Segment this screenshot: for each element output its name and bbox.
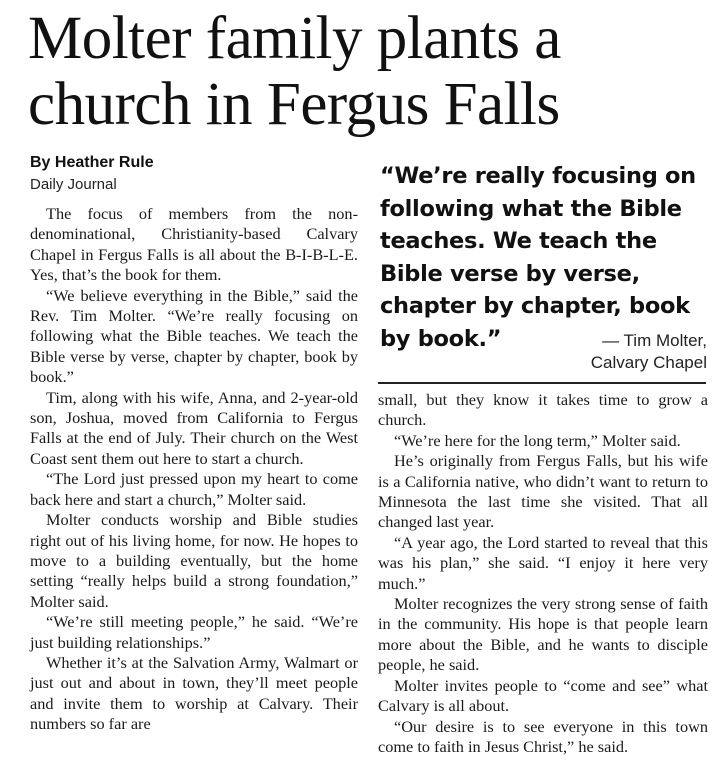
paragraph: The focus of members from the non-denominational, Christianity-based Calvary Chapel in Fergus Falls is all about the B-I-B-L-E. Yes, that’s the book for them. <box>30 204 358 285</box>
paragraph-continuation: small, but they know it takes time to grow a church. <box>378 390 708 430</box>
paragraph: “The Lord just pressed upon my heart to come back here and start a church,” Molter said. <box>30 469 358 509</box>
paragraph: “A year ago, the Lord started to reveal that this was his plan,” she said. “I enjoy it here very much.” <box>378 532 708 593</box>
article-column-left <box>30 204 358 735</box>
paragraph: “Our desire is to see everyone in this town come to faith in Jesus Christ,” he said. <box>378 716 708 756</box>
paragraph: He’s originally from Fergus Falls, but his wife is a California native, who didn’t want to return to Minnesota the last time she visited. That all changed last year. <box>378 451 708 532</box>
source-publication: Daily Journal <box>30 176 117 193</box>
paragraph: Molter recognizes the very strong sense of faith in the community. His hope is that people learn more about the Bible, and he wants to disciple people, he said. <box>378 594 708 675</box>
paragraph: Molter invites people to “come and see” what Calvary is all about. <box>378 675 708 716</box>
pull-quote-attribution-name: — Tim Molter, <box>602 331 707 350</box>
paragraph: “We’re here for the long term,” Molter said. <box>394 430 681 450</box>
pull-quote: “We’re really focusing on following what the Bible teaches. We teach the Bible verse by verse, chapter by chapter, book by book.” <box>380 163 696 352</box>
byline: By Heather Rule <box>30 154 154 171</box>
paragraph: “We’re still meeting people,” he said. “We’re just building relationships.” <box>30 612 358 652</box>
divider-rule <box>378 382 706 384</box>
paragraph: Molter conducts worship and Bible studies right out of his living home, for now. He hopes to move to a building eventually, but the home setting “really helps build a strong foundation,” Molter said. <box>30 510 358 611</box>
article-column-right <box>378 390 708 757</box>
pull-quote-attribution-org: Calvary Chapel <box>590 353 707 372</box>
paragraph: Whether it’s at the Salvation Army, Walmart or just out and about in town, they’ll meet people and invite them to worship at Calvary. Their numbers so far are <box>30 652 358 734</box>
paragraph: Tim, along with his wife, Anna, and 2-year-old son, Joshua, moved from California to Fergus Falls at the end of July. Their church on the West Coast sent them out here to start a church. <box>30 387 358 468</box>
paragraph: “We believe everything in the Bible,” said the Rev. Tim Molter. “We’re really focusing on following what the Bible teaches. We teach the Bible verse by verse, chapter by chapter, book by book.” <box>30 285 358 387</box>
headline: Molter family plants a church in Fergus Falls <box>28 5 561 138</box>
